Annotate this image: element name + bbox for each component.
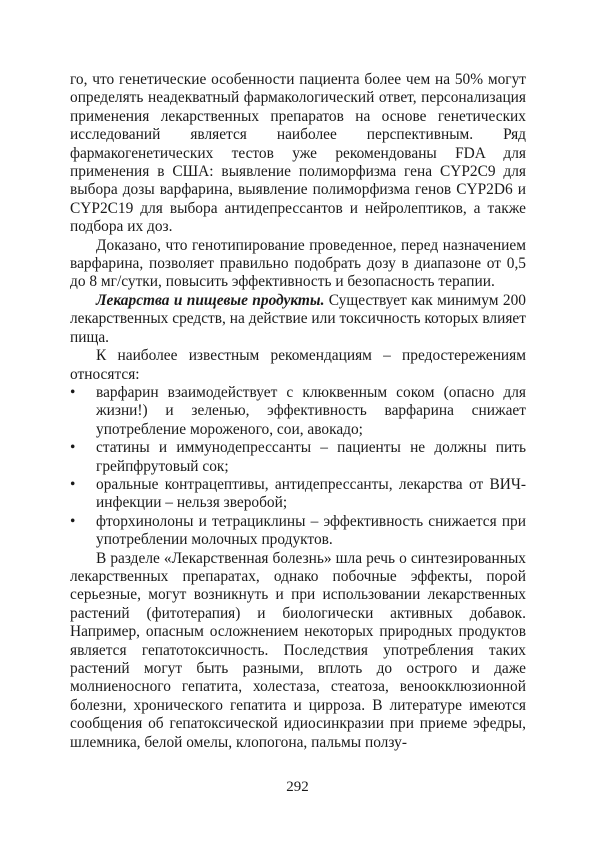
list-item-text: варфарин взаимодействует с клюквенным соком (опасно для жизни!) и зеленью, эффективность варфарина снижает употребление мороженого, сои, авокадо; [96,383,526,438]
list-item-text: оральные контрацептивы, антидепрессанты, лекарства от ВИЧ-инфекции – нельзя зверобой; [96,475,526,512]
paragraph-genotyping: Доказано, что генотипирование проведенное, перед назначением варфарина, позволяет правильно подобрать дозу в диапазоне от 0,5 до 8 мг/сутки, повысить эффективность и безопасность терапии. [70,236,526,291]
page-body [70,71,526,752]
page-number: 292 [286,779,309,795]
paragraph-herbal: В разделе «Лекарственная болезнь» шла речь о синтезированных лекарственных препаратах, однако побочные эффекты, порой серьезные, могут возникнуть и при использовании лекарственных растений (фитотерапия) и биологически активных добавок. Например, опасным осложнением некоторых природных продуктов является гепатотоксичность. Последствия употребления таких растений могут быть разными, вплоть до острого и даже молниеносного гепатита, холестаза, стеатоза, веноокклюзионной болезни, хронического гепатита и цирроза. В литературе имеются сообщения об гепатоксической идиосинкразии при приеме эфедры, шлемника, белой омелы, клопогона, пальмы ползу- [70,549,526,751]
paragraph-recommendations: К наиболее известным рекомендациям – предостережениям относятся: [70,347,526,383]
list-item [70,439,526,476]
paragraph-genetics: го, что генетические особенности пациента более чем на 50% могут определять неадекватный фармакологический ответ, персонализация применения лекарственных препаратов на основе генетических исследований является наиболее перспективным. Ряд фармакогенетических тестов уже рекомендованы FDA для применения в США: выявление полиморфизма гена CYP2C9 для выбора дозы варфарина, выявление полиморфизма генов CYP2D6 и CYP2C19 для выбора антидепрессантов и нейролептиков, а также подбора их доз. [70,71,526,236]
recommendation-list [70,384,526,550]
section-heading: Лекарства и пищевые продукты. [96,291,325,309]
paragraph-food-drugs-text: Существует как минимум 200 лекарственных средств, на действие или токсичность которых влияет пища. [70,291,526,346]
list-item-text: фторхинолоны и тетрациклины – эффективность снижается при употреблении молочных продуктов. [96,512,526,549]
paragraph-food-drugs [70,292,526,347]
bullet-icon: • [70,439,76,457]
bullet-icon: • [70,383,76,401]
list-item [70,476,526,513]
bullet-icon: • [70,512,76,530]
bullet-icon: • [70,475,76,493]
list-item [70,513,526,550]
list-item [70,384,526,439]
list-item-text: статины и иммунодепрессанты – пациенты не должны пить грейпфрутовый сок; [96,439,526,475]
